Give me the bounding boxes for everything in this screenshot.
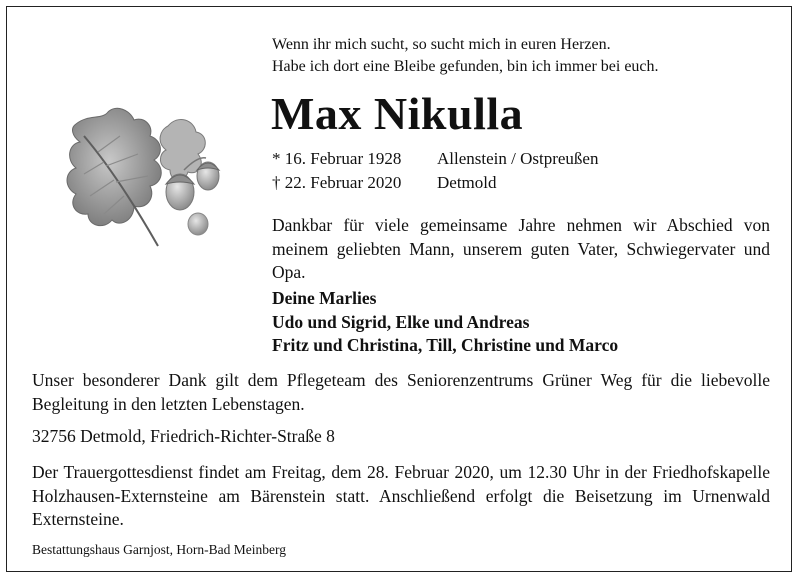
motto-line-2: Habe ich dort eine Bleibe gefunden, bin ich immer bei euch. xyxy=(272,58,659,75)
deceased-name: Max Nikulla xyxy=(271,88,524,139)
oak-leaf-acorn-icon xyxy=(58,96,228,256)
motto-line-1: Wenn ihr mich sucht, so sucht mich in euren Herzen. xyxy=(272,36,611,53)
farewell-text: Dankbar für viele gemeinsame Jahre nehmen wir Abschied von meinem geliebten Mann, unserem guten Vater, Schwiegervater und Opa. xyxy=(272,215,770,282)
motto-verse xyxy=(272,34,659,78)
family-line-1: Deine Marlies xyxy=(272,288,377,308)
address: 32756 Detmold, Friedrich-Richter-Straße 8 xyxy=(32,426,335,446)
family-line-3: Fritz und Christina, Till, Christine und Marco xyxy=(272,335,619,355)
death-date: † 22. Februar 2020 xyxy=(272,173,402,192)
birth-row xyxy=(272,147,598,171)
family-signatures xyxy=(272,287,618,358)
birth-date: * 16. Februar 1928 xyxy=(272,149,402,168)
family-line-2: Udo und Sigrid, Elke und Andreas xyxy=(272,311,530,332)
life-dates xyxy=(272,147,598,195)
death-row xyxy=(272,171,598,195)
service-info: Der Trauergottesdienst findet am Freitag, dem 28. Februar 2020, um 12.30 Uhr in der Friedhofskapelle Holzhausen-Externsteine am Bärenstein statt. Anschließend erfolgt die Beisetzung im Urnenwald Externsteine. xyxy=(32,462,770,529)
funeral-home: Bestattungshaus Garnjost, Horn-Bad Meinberg xyxy=(32,542,286,557)
birth-place: Allenstein / Ostpreußen xyxy=(437,149,599,168)
special-thanks: Unser besonderer Dank gilt dem Pflegeteam des Seniorenzentrums Grüner Weg für die liebevolle Begleitung in den letzten Lebenstagen. xyxy=(32,370,770,414)
death-place: Detmold xyxy=(437,173,497,192)
